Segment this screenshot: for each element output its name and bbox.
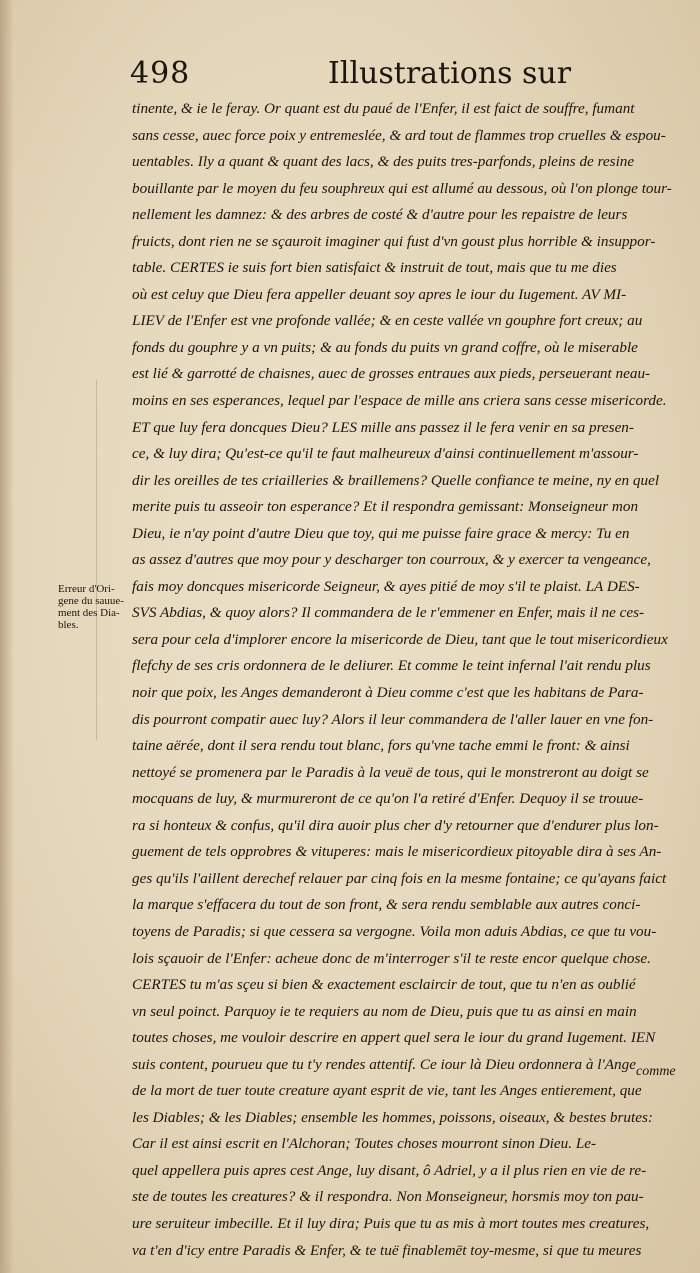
text-line: ET que luy fera doncques Dieu? LES mille ans passez il le fera venir en sa presen- [132, 418, 634, 436]
catchword: comme [636, 1064, 676, 1079]
text-line: ure seruiteur imbecille. Et il luy dira; Puis que tu as mis à mort toutes mes creatures, [132, 1214, 650, 1232]
text-line: uentables. Ily a quant & quant des lacs, & des puits tres-parfonds, pleins de resine [132, 153, 635, 171]
text-line: ges qu'ils l'aillent derechef relauer par cinq fois en la mesme fontaine; ce qu'ayans faict [132, 869, 667, 887]
marginal-note-line: ment des Dia- [58, 607, 120, 619]
text-line: bouillante par le moyen du feu souphreux qui est allumé au dessous, où l'on plonge tour- [132, 179, 672, 197]
text-line: nettoyé se promenera par le Paradis à la veuë de tous, qui le monstreront au doigt se [132, 763, 649, 781]
text-line: SVS Abdias, & quoy alors? Il commandera de le r'emmener en Enfer, mais il ne ces- [132, 604, 645, 622]
text-line: moins en ses esperances, lequel par l'espace de mille ans criera sans cesse misericorde. [132, 392, 667, 410]
text-line: où est celuy que Dieu fera appeller deuant soy apres le iour du Iugement. AV MI- [132, 285, 627, 303]
text-line: fais moy doncques misericorde Seigneur, & ayes pitié de moy s'il te plaist. LA DES- [132, 577, 640, 595]
page-header [130, 56, 690, 96]
marginal-note-line: gene du sauue- [58, 595, 124, 607]
text-line: va t'en d'icy entre Paradis & Enfer, & te tuë finablemēt toy-mesme, si que tu meures [132, 1241, 642, 1259]
text-line: vn seul poinct. Parquoy ie te requiers au nom de Dieu, puis que tu as ainsi en main [132, 1002, 637, 1020]
text-line: taine aërée, dont il sera rendu tout blanc, fors qu'vne tache emmi le front: & ainsi [132, 737, 630, 755]
text-line: fonds du gouphre y a vn puits; & au fonds du puits vn grand coffre, où le miserable [132, 338, 638, 356]
text-line: la marque s'effacera du tout de son front, & sera rendu semblable aux autres conci- [132, 896, 641, 914]
running-title: Illustrations sur [328, 56, 572, 91]
text-line: ra si honteux & confus, qu'il dira auoir plus cher d'y retourner que d'endurer plus lon- [132, 816, 659, 834]
text-line: lois sçauoir de l'Enfer: acheue donc de m'interroger s'il te reste encor quelque chose. [132, 949, 651, 967]
text-line: guement de tels opprobres & vituperes: mais le misericordieux pitoyable dira à ses An- [132, 843, 662, 861]
text-line: toyens de Paradis; si que cessera sa vergogne. Voila mon aduis Abdias, ce que tu vou- [132, 922, 657, 940]
text-line: merite puis tu asseoir ton esperance? Et il respondra gemissant: Monseigneur mon [132, 498, 639, 516]
text-line: toutes choses, me vouloir descrire en appert quel sera le iour du grand Iugement. IEN [132, 1029, 656, 1047]
text-line: CERTES tu m'as sçeu si bien & exactement esclaircir de tout, que tu n'en as oublié [132, 976, 636, 994]
text-line: as assez d'autres que moy pour y descharger ton courroux, & y exercer ta vengeance, [132, 551, 651, 569]
page-number: 498 [130, 56, 191, 91]
text-line: Dieu, ie n'ay point d'autre Dieu que toy, qui me puisse faire grace & mercy: Tu en [132, 524, 630, 542]
text-line: sera pour cela d'implorer encore la misericorde de Dieu, tant que le tout misericordieux [132, 630, 668, 648]
text-line: les Diables; & les Diables; ensemble les hommes, poissons, oiseaux, & bestes brutes: [132, 1108, 653, 1126]
text-line: fruicts, dont rien ne se sçauroit imaginer qui fust d'vn goust plus horrible & insuppor- [132, 232, 656, 250]
text-line: quel appellera puis apres cest Ange, luy disant, ô Adriel, y a il plus rien en vie de re- [132, 1161, 647, 1179]
margin-rule [96, 380, 97, 740]
page-edge-shadow [0, 0, 14, 1273]
marginal-note-line: bles. [58, 619, 79, 631]
text-line: ce, & luy dira; Qu'est-ce qu'il te faut malheureux d'ainsi continuellement m'assour- [132, 445, 639, 463]
text-line: de la mort de tuer toute creature ayant esprit de vie, tant les Anges entierement, que [132, 1082, 642, 1100]
text-line: ste de toutes les creatures? & il respondra. Non Monseigneur, horsmis moy ton pau- [132, 1188, 644, 1206]
marginal-note-line: Erreur d'Ori- [58, 583, 115, 595]
marginal-note [58, 583, 136, 631]
text-line: dir les oreilles de tes criailleries & braillemens? Quelle confiance te meine, ny en quel [132, 471, 660, 489]
text-line: flefchy de ses cris ordonnera de le deliurer. Et comme le teint infernal l'ait rendu plus [132, 657, 651, 675]
text-line: sans cesse, auec force poix y entremeslée, & ard tout de flammes trop cruelles & espou- [132, 126, 666, 144]
text-line: est lié & garrotté de chaisnes, auec de grosses entraues aux pieds, perseuerant neau- [132, 365, 651, 383]
text-line: noir que poix, les Anges demanderont à Dieu comme c'est que les habitans de Para- [132, 684, 644, 702]
text-line: dis pourront compatir auec luy? Alors il leur commandera de l'aller lauer en vne fon- [132, 710, 654, 728]
text-line: nellement les damnez: & des arbres de costé & d'autre pour les repaistre de leurs [132, 206, 628, 224]
text-line: table. CERTES ie suis fort bien satisfaict & instruit de tout, mais que tu me dies [132, 259, 617, 277]
text-line: tinente, & ie le feray. Or quant est du paué de l'Enfer, il est faict de souffre, fumant [132, 100, 635, 117]
text-line: suis content, pourueu que tu t'y rendes attentif. Ce iour là Dieu ordonnera à l'Ange [132, 1055, 636, 1073]
body-text [132, 96, 684, 1264]
text-line: LIEV de l'Enfer est vne profonde vallée; & en ceste vallée vn gouphre fort creux; au [132, 312, 643, 330]
text-line: Car il est ainsi escrit en l'Alchoran; Toutes choses mourront sinon Dieu. Le- [132, 1135, 597, 1153]
text-line: mocquans de luy, & murmureront de ce qu'on l'a retiré d'Enfer. Dequoy il se trouue- [132, 790, 644, 808]
